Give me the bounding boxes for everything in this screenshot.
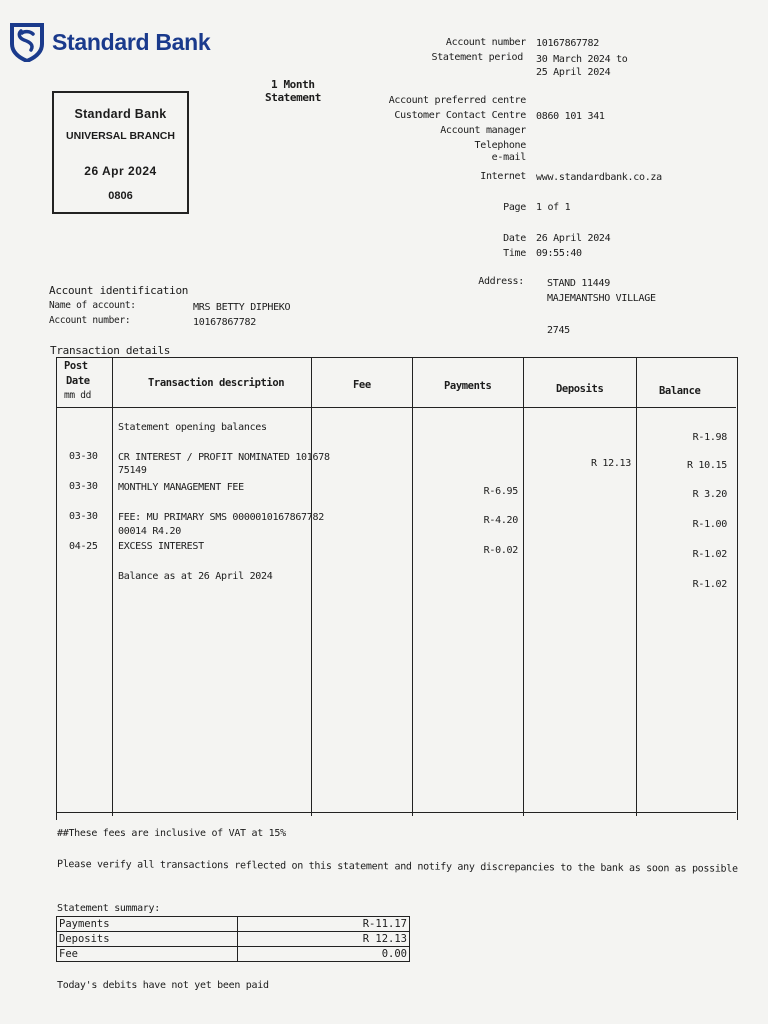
email-label: e-mail <box>491 152 526 163</box>
account-number-id-label: Account number: <box>49 315 131 326</box>
col-mmdd: mm dd <box>64 390 92 401</box>
footer-note: Today's debits have not yet been paid <box>57 980 269 991</box>
stamp-bank: Standard Bank <box>74 107 167 121</box>
col-balance: Balance <box>659 385 701 397</box>
summary-heading: Statement summary: <box>57 903 160 914</box>
row-date: 04-25 <box>69 541 98 552</box>
row-deposit: R 12.13 <box>590 458 631 469</box>
branch-stamp <box>52 91 189 214</box>
row-payment: R-0.02 <box>483 545 518 556</box>
contact-centre-label: Customer Contact Centre <box>394 110 526 121</box>
statement-period-line1: 30 March 2024 to <box>536 54 628 65</box>
account-number-id-value: 10167867782 <box>193 317 256 328</box>
table-divider <box>311 357 312 816</box>
row-balance: R 3.20 <box>692 489 727 500</box>
row-date: 03-30 <box>69 511 98 522</box>
table-divider <box>636 357 637 816</box>
internet-label: Internet <box>480 171 526 182</box>
row-balance: R-1.98 <box>692 432 727 443</box>
contact-centre-value: 0860 101 341 <box>536 111 605 122</box>
row-description: Balance as at 26 April 2024 <box>118 571 273 582</box>
summary-deposits-label: Deposits <box>57 932 238 947</box>
address-postcode: 2745 <box>547 325 570 336</box>
col-payments: Payments <box>444 380 492 392</box>
vat-note: ##These fees are inclusive of VAT at 15% <box>57 828 286 839</box>
col-post: Post <box>64 360 88 372</box>
summary-table <box>56 916 410 962</box>
transaction-details-heading: Transaction details <box>50 344 171 357</box>
summary-fee-label: Fee <box>57 947 238 962</box>
summary-payments-label: Payments <box>57 917 238 932</box>
stamp-date: 26 Apr 2024 <box>84 164 157 178</box>
row-description: Statement opening balances <box>118 422 267 433</box>
account-identification-heading: Account identification <box>49 284 189 297</box>
bank-name: Standard Bank <box>52 28 211 55</box>
row-date: 03-30 <box>69 451 98 462</box>
summary-fee-value: 0.00 <box>238 947 410 962</box>
date-value: 26 April 2024 <box>536 233 611 244</box>
statement-period-line2: 25 April 2024 <box>536 67 611 78</box>
row-balance: R-1.00 <box>692 519 727 530</box>
internet-value: www.standardbank.co.za <box>536 172 662 183</box>
row-payment: R-6.95 <box>483 486 518 497</box>
address-line2: MAJEMANTSHO VILLAGE <box>547 293 656 304</box>
bank-logo <box>8 22 210 62</box>
account-number-label: Account number <box>445 37 526 48</box>
col-fee: Fee <box>353 379 371 391</box>
summary-deposits-value: R 12.13 <box>238 932 410 947</box>
address-line1: STAND 11449 <box>547 278 610 289</box>
telephone-label: Telephone <box>474 140 526 151</box>
time-label: Time <box>503 248 526 259</box>
account-name-value: MRS BETTY DIPHEKO <box>193 302 291 313</box>
verify-note: Please verify all transactions reflected on this statement and notify any discrepancies to the bank as soon as possible <box>56 859 738 875</box>
summary-row <box>57 932 410 947</box>
account-number-value: 10167867782 <box>536 38 599 49</box>
time-value: 09:55:40 <box>536 248 582 259</box>
summary-row <box>57 947 410 962</box>
summary-payments-value: R-11.17 <box>238 917 410 932</box>
col-date: Date <box>66 375 90 387</box>
account-name-label: Name of account: <box>49 300 136 311</box>
statement-type-line2: Statement <box>265 91 322 104</box>
table-divider <box>112 357 113 816</box>
statement-type-line1: 1 Month <box>271 78 315 91</box>
account-manager-label: Account manager <box>440 125 526 136</box>
header-rule <box>56 407 736 408</box>
shield-logo-icon <box>8 22 46 62</box>
date-label: Date <box>503 233 526 244</box>
address-label: Address: <box>478 276 524 287</box>
preferred-centre-label: Account preferred centre <box>388 95 526 106</box>
table-bottom-rule <box>56 812 736 813</box>
row-balance: R 10.15 <box>686 460 727 471</box>
table-divider <box>412 357 413 816</box>
col-description: Transaction description <box>148 377 285 389</box>
statement-period-label: Statement period <box>431 52 523 63</box>
table-divider <box>523 357 524 816</box>
page-value: 1 of 1 <box>536 202 571 213</box>
row-balance: R-1.02 <box>692 579 727 590</box>
stamp-branch: UNIVERSAL BRANCH <box>66 130 175 142</box>
row-description: EXCESS INTEREST <box>118 541 204 552</box>
row-date: 03-30 <box>69 481 98 492</box>
row-description-cont: 00014 R4.20 <box>118 526 181 537</box>
row-description: CR INTEREST / PROFIT NOMINATED 101678 <box>118 452 330 463</box>
row-description-cont: 75149 <box>118 465 147 476</box>
row-description: FEE: MU PRIMARY SMS 0000010167867782 <box>118 512 324 523</box>
page-label: Page <box>503 202 526 213</box>
row-payment: R-4.20 <box>483 515 518 526</box>
row-balance: R-1.02 <box>692 549 727 560</box>
row-description: MONTHLY MANAGEMENT FEE <box>118 482 244 493</box>
col-deposits: Deposits <box>556 383 604 395</box>
summary-row <box>57 917 410 932</box>
stamp-code: 0806 <box>108 190 133 202</box>
